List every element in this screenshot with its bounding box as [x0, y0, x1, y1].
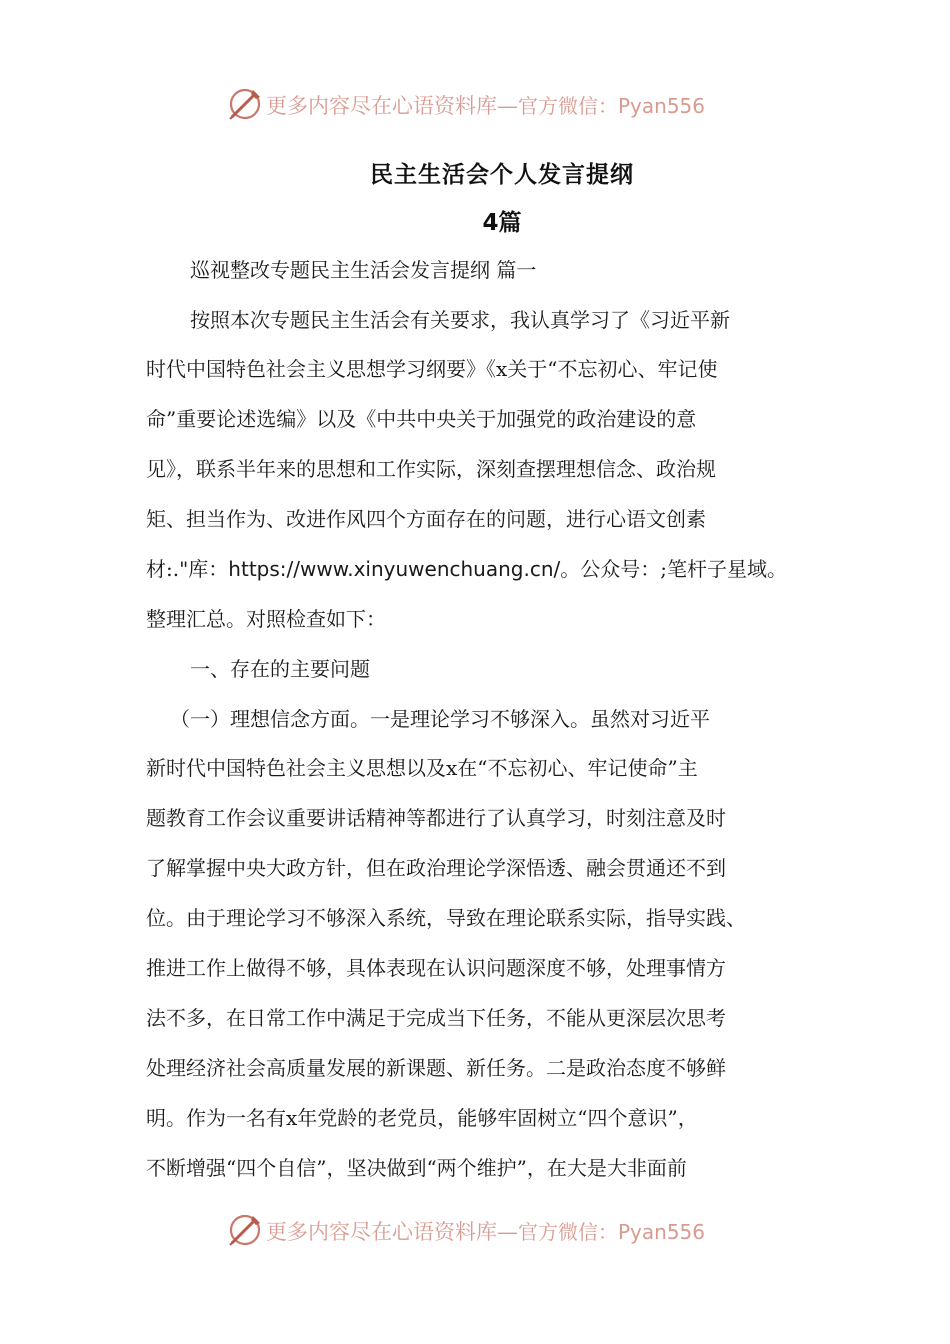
- body-line-suffix: 。公众号：;笔杆子星域。: [560, 557, 787, 581]
- body-line-with-url: [146, 555, 787, 583]
- banner-text: [266, 90, 705, 120]
- body-line: 按照本次专题民主生活会有关要求，我认真学习了《习近平新: [190, 308, 730, 332]
- body-line: 推进工作上做得不够，具体表现在认识问题深度不够，处理事情方: [146, 956, 726, 980]
- body-line: 矩、担当作为、改进作风四个方面存在的问题，进行心语文创素: [146, 507, 706, 531]
- body-line: 时代中国特色社会主义思想学习纲要》《x关于“不忘初心、牢记使: [146, 357, 718, 381]
- body-line: 了解掌握中央大政方针，但在政治理论学深悟透、融会贯通还不到: [146, 856, 726, 880]
- body-line: （一）理想信念方面。一是理论学习不够深入。虽然对习近平: [170, 707, 710, 731]
- banner-library-text: 更多内容尽在心语资料库—: [266, 94, 518, 118]
- body-line: 处理经济社会高质量发展的新课题、新任务。二是政治态度不够鲜: [146, 1056, 726, 1080]
- pen-in-circle-logo-icon: [226, 84, 266, 124]
- document-subtitle: 4篇: [482, 210, 522, 236]
- banner-library-text: 更多内容尽在心语资料库—: [266, 1220, 518, 1244]
- section-heading: 巡视整改专题民主生活会发言提纲 篇一: [190, 258, 537, 282]
- footer-banner: [0, 1208, 950, 1252]
- banner-wechat-text: 官方微信：Pyan556: [518, 94, 706, 118]
- body-line: 明。作为一名有x年党龄的老党员，能够牢固树立“四个意识”，: [146, 1106, 698, 1130]
- body-line: 不断增强“四个自信”，坚决做到“两个维护”，在大是大非面前: [146, 1156, 687, 1180]
- body-line: 法不多，在日常工作中满足于完成当下任务，不能从更深层次思考: [146, 1006, 726, 1030]
- body-line: 新时代中国特色社会主义思想以及x在“不忘初心、牢记使命”主: [146, 756, 698, 780]
- website-link[interactable]: https://www.xinyuwenchuang.cn/: [228, 557, 561, 581]
- body-line: 见》，联系半年来的思想和工作实际，深刻查摆理想信念、政治规: [146, 457, 716, 481]
- body-line: 命”重要论述选编》以及《中共中央关于加强党的政治建设的意: [146, 407, 697, 431]
- pen-in-circle-logo-icon: [226, 1210, 266, 1250]
- body-line: 位。由于理论学习不够深入系统，导致在理论联系实际，指导实践、: [146, 906, 746, 930]
- header-banner: [0, 82, 950, 126]
- body-line: 题教育工作会议重要讲话精神等都进行了认真学习，时刻注意及时: [146, 806, 726, 830]
- banner-text: [266, 1216, 705, 1246]
- banner-wechat-text: 官方微信：Pyan556: [518, 1220, 706, 1244]
- subsection-heading: 一、存在的主要问题: [190, 657, 370, 681]
- document-title: 民主生活会个人发言提纲: [370, 162, 634, 188]
- body-line-prefix: 材:."库：: [146, 557, 229, 581]
- body-line: 整理汇总。对照检查如下：: [146, 607, 386, 631]
